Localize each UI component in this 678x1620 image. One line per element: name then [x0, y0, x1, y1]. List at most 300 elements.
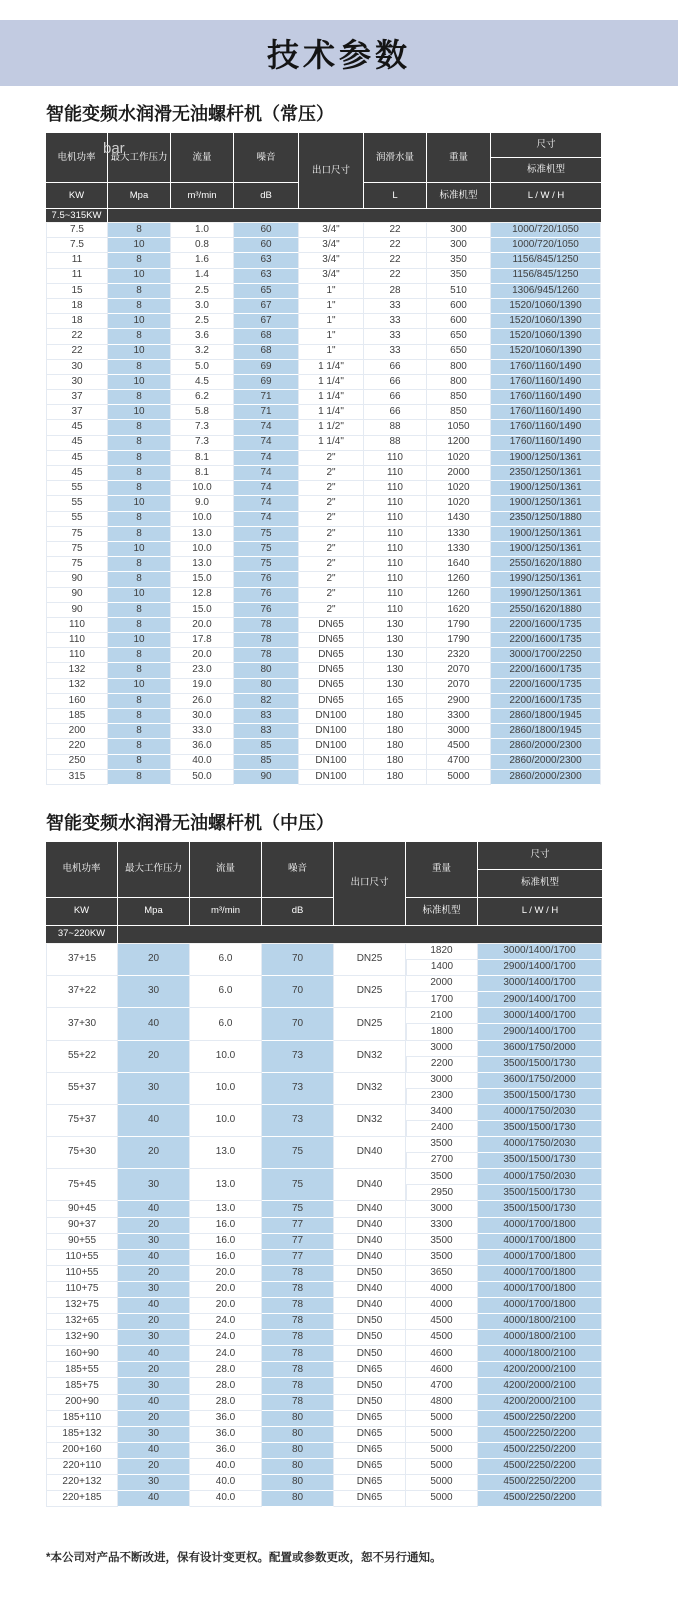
table-cell: DN100 [299, 709, 364, 724]
table-cell: 110 [364, 557, 427, 572]
table-cell: 4000/1800/2100 [478, 1314, 602, 1330]
col-header-pressure: 最大工作压力 [108, 133, 171, 183]
table1 [46, 133, 601, 785]
table-cell: 5.0 [171, 360, 234, 375]
table-cell: 4000/1750/2030 [478, 1137, 602, 1153]
table-cell: 90+45 [46, 1201, 118, 1217]
table-cell: 88 [364, 420, 427, 435]
table-cell: 300 [427, 238, 491, 253]
table-cell: 76 [234, 572, 299, 587]
table-cell: 110 [364, 588, 427, 603]
table-cell: 20.0 [190, 1282, 262, 1298]
table-cell: 130 [364, 679, 427, 694]
table-cell: 78 [262, 1266, 334, 1282]
table-cell: 3500 [406, 1137, 478, 1153]
range-band-fill [118, 926, 602, 944]
table-cell: DN25 [334, 944, 406, 976]
table-cell: 160 [46, 694, 108, 709]
table-cell: 45 [46, 466, 108, 481]
table-cell: 13.0 [171, 527, 234, 542]
table-cell: DN65 [299, 633, 364, 648]
table-row [46, 436, 601, 451]
table-row [46, 709, 601, 724]
table-cell: 2200/1600/1735 [491, 679, 601, 694]
table-row [46, 360, 601, 375]
table-cell: 10 [108, 679, 171, 694]
table-cell: 132+65 [46, 1314, 118, 1330]
table-cell: 74 [234, 451, 299, 466]
table-cell: 8 [108, 618, 171, 633]
table-cell: 185+55 [46, 1362, 118, 1378]
table-row [46, 269, 601, 284]
table-cell: 66 [364, 405, 427, 420]
table-cell: 10 [108, 496, 171, 511]
table-row [46, 466, 601, 481]
unit-weight: 标准机型 [427, 183, 491, 209]
table-cell: 1900/1250/1361 [491, 451, 601, 466]
table-row [46, 405, 601, 420]
table-row [46, 481, 601, 496]
table-row [46, 223, 601, 238]
table-cell: 1400 [406, 960, 478, 976]
table-cell: 4000/1700/1800 [478, 1234, 602, 1250]
table-cell: 110+55 [46, 1250, 118, 1266]
table-cell: 30 [46, 360, 108, 375]
table-cell: 13.0 [190, 1201, 262, 1217]
table-cell: 73 [262, 1105, 334, 1137]
table-row [46, 299, 601, 314]
table-row [46, 284, 601, 299]
table-cell: 180 [364, 724, 427, 739]
table-cell: 15.0 [171, 572, 234, 587]
table-cell: 78 [262, 1346, 334, 1362]
col-header-model: 标准机型 [478, 870, 602, 898]
table-cell: 30 [46, 375, 108, 390]
table-row [46, 1169, 602, 1185]
table-cell: 2" [299, 512, 364, 527]
table-cell: 650 [427, 345, 491, 360]
table-cell: 2200/1600/1735 [491, 694, 601, 709]
table-cell: 3000 [406, 1073, 478, 1089]
table-cell: 2" [299, 527, 364, 542]
table-cell: 180 [364, 755, 427, 770]
table-cell: 40 [118, 1008, 190, 1040]
table-cell: 75+30 [46, 1137, 118, 1169]
table-cell: 3300 [427, 709, 491, 724]
table-cell: 33 [364, 314, 427, 329]
table-cell: 15.0 [171, 603, 234, 618]
table-cell: 1700 [406, 992, 478, 1008]
table-cell: 8 [108, 223, 171, 238]
table-cell: 110 [364, 572, 427, 587]
table-cell: 4700 [406, 1378, 478, 1394]
table-cell: 80 [262, 1475, 334, 1491]
table-cell: 2" [299, 542, 364, 557]
table-cell: 37+30 [46, 1008, 118, 1040]
table-cell: 78 [262, 1362, 334, 1378]
table-cell: 6.0 [190, 1008, 262, 1040]
table-cell: 8 [108, 451, 171, 466]
table-cell: 16.0 [190, 1250, 262, 1266]
table-cell: DN40 [334, 1201, 406, 1217]
page [0, 20, 678, 1620]
table-cell: 7.5 [46, 223, 108, 238]
table-cell: 80 [262, 1411, 334, 1427]
table-cell: 28.0 [190, 1362, 262, 1378]
table-cell: 2070 [427, 679, 491, 694]
table-cell: 83 [234, 724, 299, 739]
table-cell: DN65 [334, 1475, 406, 1491]
table-cell: 315 [46, 770, 108, 785]
table-cell: 74 [234, 420, 299, 435]
table-cell: 36.0 [190, 1411, 262, 1427]
table-cell: DN40 [334, 1218, 406, 1234]
table-cell: 2070 [427, 663, 491, 678]
table-cell: 18 [46, 299, 108, 314]
table-cell: 185+110 [46, 1411, 118, 1427]
table-cell: 55 [46, 512, 108, 527]
table-cell: 37 [46, 390, 108, 405]
table-cell: 8 [108, 739, 171, 754]
table-cell: 8 [108, 724, 171, 739]
table-cell: DN65 [334, 1427, 406, 1443]
table-cell: 1520/1060/1390 [491, 345, 601, 360]
table-cell: 1990/1250/1361 [491, 572, 601, 587]
table-cell: 3000/1400/1700 [478, 1008, 602, 1024]
table-cell: 3600/1750/2000 [478, 1041, 602, 1057]
table-cell: 85 [234, 755, 299, 770]
table-cell: 28.0 [190, 1395, 262, 1411]
table-cell: DN100 [299, 724, 364, 739]
table-cell: 185+132 [46, 1427, 118, 1443]
table-cell: 110 [46, 618, 108, 633]
table-cell: 3/4" [299, 238, 364, 253]
table-cell: 5.8 [171, 405, 234, 420]
table-cell: 1156/845/1250 [491, 269, 601, 284]
table-cell: 3500/1500/1730 [478, 1153, 602, 1169]
table-cell: 10 [108, 345, 171, 360]
table-cell: 8 [108, 755, 171, 770]
table-row [46, 253, 601, 268]
unit-size: L / W / H [491, 183, 601, 209]
table-cell: 10 [108, 269, 171, 284]
table-cell: 4500 [406, 1330, 478, 1346]
table-cell: DN65 [334, 1459, 406, 1475]
table-cell: 24.0 [190, 1314, 262, 1330]
table-cell: 30 [118, 1169, 190, 1201]
table-cell: 1 1/4" [299, 405, 364, 420]
table-cell: 0.8 [171, 238, 234, 253]
table-cell: 83 [234, 709, 299, 724]
col-header-power: 电机功率 [46, 842, 118, 898]
table-row [46, 451, 601, 466]
table-row [46, 603, 601, 618]
table-row [46, 694, 601, 709]
table-cell: 8 [108, 527, 171, 542]
table-cell: 8 [108, 648, 171, 663]
table-row [46, 663, 601, 678]
table-cell: 1520/1060/1390 [491, 299, 601, 314]
table-cell: 45 [46, 451, 108, 466]
table-cell: 1800 [406, 1024, 478, 1040]
table-cell: 75 [46, 557, 108, 572]
range-band-row [46, 209, 601, 223]
unit-pressure: Mpa [108, 183, 171, 209]
table-cell: 160+90 [46, 1346, 118, 1362]
table-cell: 8 [108, 709, 171, 724]
table-cell: DN65 [299, 663, 364, 678]
table-row [46, 557, 601, 572]
table-cell: 75 [262, 1169, 334, 1201]
table-cell: 1520/1060/1390 [491, 329, 601, 344]
table-cell: 4200/2000/2100 [478, 1378, 602, 1394]
table-cell: 110 [364, 542, 427, 557]
unit-size: L / W / H [478, 898, 602, 926]
table2 [46, 842, 602, 1507]
table-row [46, 1073, 602, 1089]
table-row [46, 1411, 602, 1427]
table-row [46, 739, 601, 754]
table-cell: 2000 [427, 466, 491, 481]
table-cell: 1" [299, 284, 364, 299]
table-cell: 1330 [427, 527, 491, 542]
table-cell: 22 [364, 253, 427, 268]
table-cell: 1430 [427, 512, 491, 527]
table-cell: 850 [427, 390, 491, 405]
table-cell: 3/4" [299, 223, 364, 238]
bar-unit-overlay: bar [103, 140, 125, 157]
table-cell: 40 [118, 1491, 190, 1507]
table-cell: 10.0 [190, 1041, 262, 1073]
col-header-weight: 重量 [406, 842, 478, 898]
table-row [46, 238, 601, 253]
col-header-outlet: 出口尺寸 [334, 842, 406, 926]
table-cell: 8 [108, 466, 171, 481]
table-cell: 1 1/4" [299, 390, 364, 405]
table-row [46, 496, 601, 511]
table-cell: 2.5 [171, 284, 234, 299]
table-cell: 2900/1400/1700 [478, 1024, 602, 1040]
table-cell: 80 [262, 1427, 334, 1443]
table-cell: 1" [299, 329, 364, 344]
table-cell: 6.2 [171, 390, 234, 405]
table-cell: 4700 [427, 755, 491, 770]
table-cell: 11 [46, 269, 108, 284]
unit-noise: dB [262, 898, 334, 926]
table-cell: 220 [46, 739, 108, 754]
table-cell: DN40 [334, 1282, 406, 1298]
table-cell: 28.0 [190, 1378, 262, 1394]
table-cell: 4000/1800/2100 [478, 1346, 602, 1362]
table-cell: DN65 [299, 694, 364, 709]
table-cell: 40.0 [190, 1459, 262, 1475]
table-cell: 78 [234, 648, 299, 663]
table-cell: 24.0 [190, 1346, 262, 1362]
table-cell: 40 [118, 1250, 190, 1266]
table-cell: 20.0 [190, 1298, 262, 1314]
table-cell: 40 [118, 1395, 190, 1411]
table-cell: 1260 [427, 588, 491, 603]
table-cell: 510 [427, 284, 491, 299]
col-header-size: 尺寸 [491, 133, 601, 158]
table-cell: 1760/1160/1490 [491, 436, 601, 451]
table-row [46, 755, 601, 770]
table-cell: 4600 [406, 1362, 478, 1378]
table-cell: 110+55 [46, 1266, 118, 1282]
table-cell: 2860/2000/2300 [491, 770, 601, 785]
table-cell: 78 [262, 1298, 334, 1314]
table-cell: 69 [234, 375, 299, 390]
table-cell: 70 [262, 1008, 334, 1040]
table1-body [46, 209, 601, 785]
table-row [46, 770, 601, 785]
table-cell: 10 [108, 375, 171, 390]
table-cell: 77 [262, 1234, 334, 1250]
table-cell: 350 [427, 253, 491, 268]
table-cell: 130 [364, 618, 427, 633]
table-cell: 40 [118, 1105, 190, 1137]
table-row [46, 527, 601, 542]
table-cell: 3000 [406, 1201, 478, 1217]
table-cell: 88 [364, 436, 427, 451]
table-cell: 68 [234, 329, 299, 344]
table-cell: DN65 [299, 618, 364, 633]
unit-weight: 标准机型 [406, 898, 478, 926]
table-cell: 1050 [427, 420, 491, 435]
table-cell: 8.1 [171, 451, 234, 466]
table-cell: 3000/1400/1700 [478, 944, 602, 960]
table-cell: 180 [364, 709, 427, 724]
table-cell: DN40 [334, 1250, 406, 1266]
table-cell: DN32 [334, 1073, 406, 1105]
table-row [46, 1234, 602, 1250]
col-header-model: 标准机型 [491, 158, 601, 183]
table-cell: 85 [234, 739, 299, 754]
table-cell: 74 [234, 466, 299, 481]
table-cell: 110 [364, 527, 427, 542]
table-row [46, 1105, 602, 1121]
table-cell: DN65 [299, 648, 364, 663]
table-cell: 55 [46, 481, 108, 496]
table-row [46, 572, 601, 587]
table-cell: 5000 [406, 1491, 478, 1507]
table-cell: 2" [299, 481, 364, 496]
table-row [46, 1218, 602, 1234]
table-cell: 78 [262, 1282, 334, 1298]
table-cell: 36.0 [171, 739, 234, 754]
table-cell: 8 [108, 694, 171, 709]
table-cell: 1790 [427, 618, 491, 633]
table-cell: 10.0 [190, 1105, 262, 1137]
table-cell: 2550/1620/1880 [491, 603, 601, 618]
table-cell: 8 [108, 360, 171, 375]
table-cell: DN40 [334, 1137, 406, 1169]
table-row [46, 1475, 602, 1491]
table-cell: DN50 [334, 1330, 406, 1346]
table-cell: 2200/1600/1735 [491, 633, 601, 648]
table-cell: 90+37 [46, 1218, 118, 1234]
table-cell: 4000/1800/2100 [478, 1330, 602, 1346]
table-cell: 78 [262, 1330, 334, 1346]
table-cell: 3400 [406, 1105, 478, 1121]
table-cell: 2860/1800/1945 [491, 709, 601, 724]
table-cell: 20.0 [171, 648, 234, 663]
table-cell: 5000 [406, 1411, 478, 1427]
table-cell: 3500 [406, 1169, 478, 1185]
table-row [46, 1266, 602, 1282]
table-cell: 4000/1700/1800 [478, 1298, 602, 1314]
table-cell: 4000/1750/2030 [478, 1169, 602, 1185]
table-row [46, 633, 601, 648]
table-row [46, 679, 601, 694]
table-cell: 13.0 [190, 1169, 262, 1201]
table-cell: 75 [234, 557, 299, 572]
table-cell: 8 [108, 390, 171, 405]
table-cell: 69 [234, 360, 299, 375]
table-cell: 60 [234, 223, 299, 238]
table-cell: DN40 [334, 1169, 406, 1201]
table-cell: 82 [234, 694, 299, 709]
table-cell: 30 [118, 1427, 190, 1443]
table-row [46, 1459, 602, 1475]
table-cell: 8 [108, 481, 171, 496]
table-cell: 2320 [427, 648, 491, 663]
table-cell: 130 [364, 648, 427, 663]
table-cell: 78 [234, 633, 299, 648]
table-cell: DN40 [334, 1298, 406, 1314]
table-cell: 4600 [406, 1346, 478, 1362]
table-row [46, 314, 601, 329]
table-cell: 4500/2250/2200 [478, 1459, 602, 1475]
table-cell: 68 [234, 345, 299, 360]
table-cell: 185 [46, 709, 108, 724]
col-header-noise: 噪音 [234, 133, 299, 183]
table-cell: 180 [364, 770, 427, 785]
table-cell: 75 [234, 542, 299, 557]
table-cell: 22 [46, 345, 108, 360]
table-cell: DN25 [334, 1008, 406, 1040]
table-cell: 4800 [406, 1395, 478, 1411]
table-row [46, 944, 602, 960]
table-cell: 1900/1250/1361 [491, 496, 601, 511]
table-cell: DN50 [334, 1346, 406, 1362]
table-cell: 40 [118, 1346, 190, 1362]
table-cell: 40.0 [171, 755, 234, 770]
table-cell: 67 [234, 299, 299, 314]
table-cell: 2900/1400/1700 [478, 992, 602, 1008]
table-row [46, 724, 601, 739]
table-cell: 10 [108, 238, 171, 253]
table-cell: 3.6 [171, 329, 234, 344]
table-cell: 2" [299, 466, 364, 481]
unit-noise: dB [234, 183, 299, 209]
table-cell: 22 [364, 238, 427, 253]
table-cell: 3500 [406, 1250, 478, 1266]
col-header-weight: 重量 [427, 133, 491, 183]
table-cell: 75+45 [46, 1169, 118, 1201]
table-cell: 2200/1600/1735 [491, 618, 601, 633]
table-cell: 132+90 [46, 1330, 118, 1346]
table-cell: 90 [46, 603, 108, 618]
table-cell: 66 [364, 360, 427, 375]
table-cell: 8 [108, 770, 171, 785]
table-cell: DN65 [299, 679, 364, 694]
col-header-outlet: 出口尺寸 [299, 133, 364, 209]
table-cell: 10.0 [171, 542, 234, 557]
table-cell: 10 [108, 588, 171, 603]
table-cell: 65 [234, 284, 299, 299]
table-row [46, 1041, 602, 1057]
